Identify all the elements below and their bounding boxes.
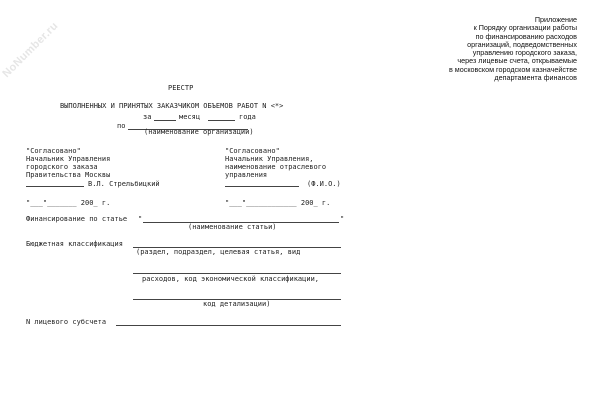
financing-caption: (наименование статьи) bbox=[188, 223, 277, 231]
left-signer-name: В.Л. Стрельбицкий bbox=[88, 180, 160, 188]
appendix-line: к Порядку организации работы bbox=[473, 23, 577, 33]
financing-label: Финансирование по статье bbox=[26, 215, 128, 223]
left-agreed-label: "Согласовано" bbox=[26, 147, 81, 155]
period-month-label: месяц bbox=[179, 113, 201, 121]
appendix-line: в московском городском казначействе bbox=[448, 64, 577, 74]
budget-caption-2: расходов, код экономической классификации, bbox=[142, 275, 320, 283]
right-date: "___"____________ 200_ г. bbox=[225, 199, 331, 207]
org-caption: (наименование организации) bbox=[144, 128, 254, 136]
account-field[interactable] bbox=[116, 325, 341, 326]
org-po-label: по bbox=[117, 122, 126, 130]
financing-close-quote: " bbox=[340, 215, 345, 223]
account-label: N лицевого субсчета bbox=[26, 318, 107, 326]
period-year-label: года bbox=[239, 113, 256, 121]
left-signature-field[interactable] bbox=[26, 186, 84, 187]
appendix-line: Приложение bbox=[534, 15, 577, 24]
appendix-note bbox=[449, 16, 577, 82]
budget-caption-1: (раздел, подраздел, целевая статья, вид bbox=[136, 248, 301, 256]
appendix-line: через лицевые счета, открываемые bbox=[457, 56, 577, 66]
appendix-line: департамента финансов bbox=[494, 73, 577, 83]
budget-caption-3: код детализации) bbox=[203, 300, 271, 308]
budget-label: Бюджетная классификация bbox=[26, 240, 123, 248]
right-fio-caption: (Ф.И.О.) bbox=[307, 180, 341, 188]
period-na-label: за bbox=[143, 113, 152, 121]
financing-open-quote: " bbox=[138, 215, 143, 223]
appendix-line: управлению городского заказа, bbox=[472, 48, 577, 58]
right-position-line: управления bbox=[225, 171, 268, 179]
document-title: РЕЕСТР bbox=[168, 84, 194, 92]
right-position-line: наименование отраслевого bbox=[225, 163, 327, 171]
right-signature-field[interactable] bbox=[225, 186, 299, 187]
left-position-line: Начальник Управления bbox=[26, 155, 111, 163]
appendix-line: организаций, подведомственных bbox=[467, 39, 577, 49]
budget-field-2[interactable] bbox=[133, 273, 341, 274]
left-position-line: Правительства Москвы bbox=[26, 171, 111, 179]
appendix-line: по финансированию расходов bbox=[475, 31, 577, 41]
left-date: "___"_______ 200_ г. bbox=[26, 199, 111, 207]
document-subtitle: ВЫПОЛНЕННЫХ И ПРИНЯТЫХ ЗАКАЗЧИКОМ ОБЪЕМОВ РАБОТ N <*> bbox=[60, 102, 284, 110]
period-month-field[interactable] bbox=[208, 120, 235, 121]
left-position-line: городского заказа bbox=[26, 163, 98, 171]
watermark: NoNumber.ru bbox=[0, 19, 61, 81]
right-position-line: Начальник Управления, bbox=[225, 155, 314, 163]
period-day-field[interactable] bbox=[154, 120, 176, 121]
right-agreed-label: "Согласовано" bbox=[225, 147, 280, 155]
